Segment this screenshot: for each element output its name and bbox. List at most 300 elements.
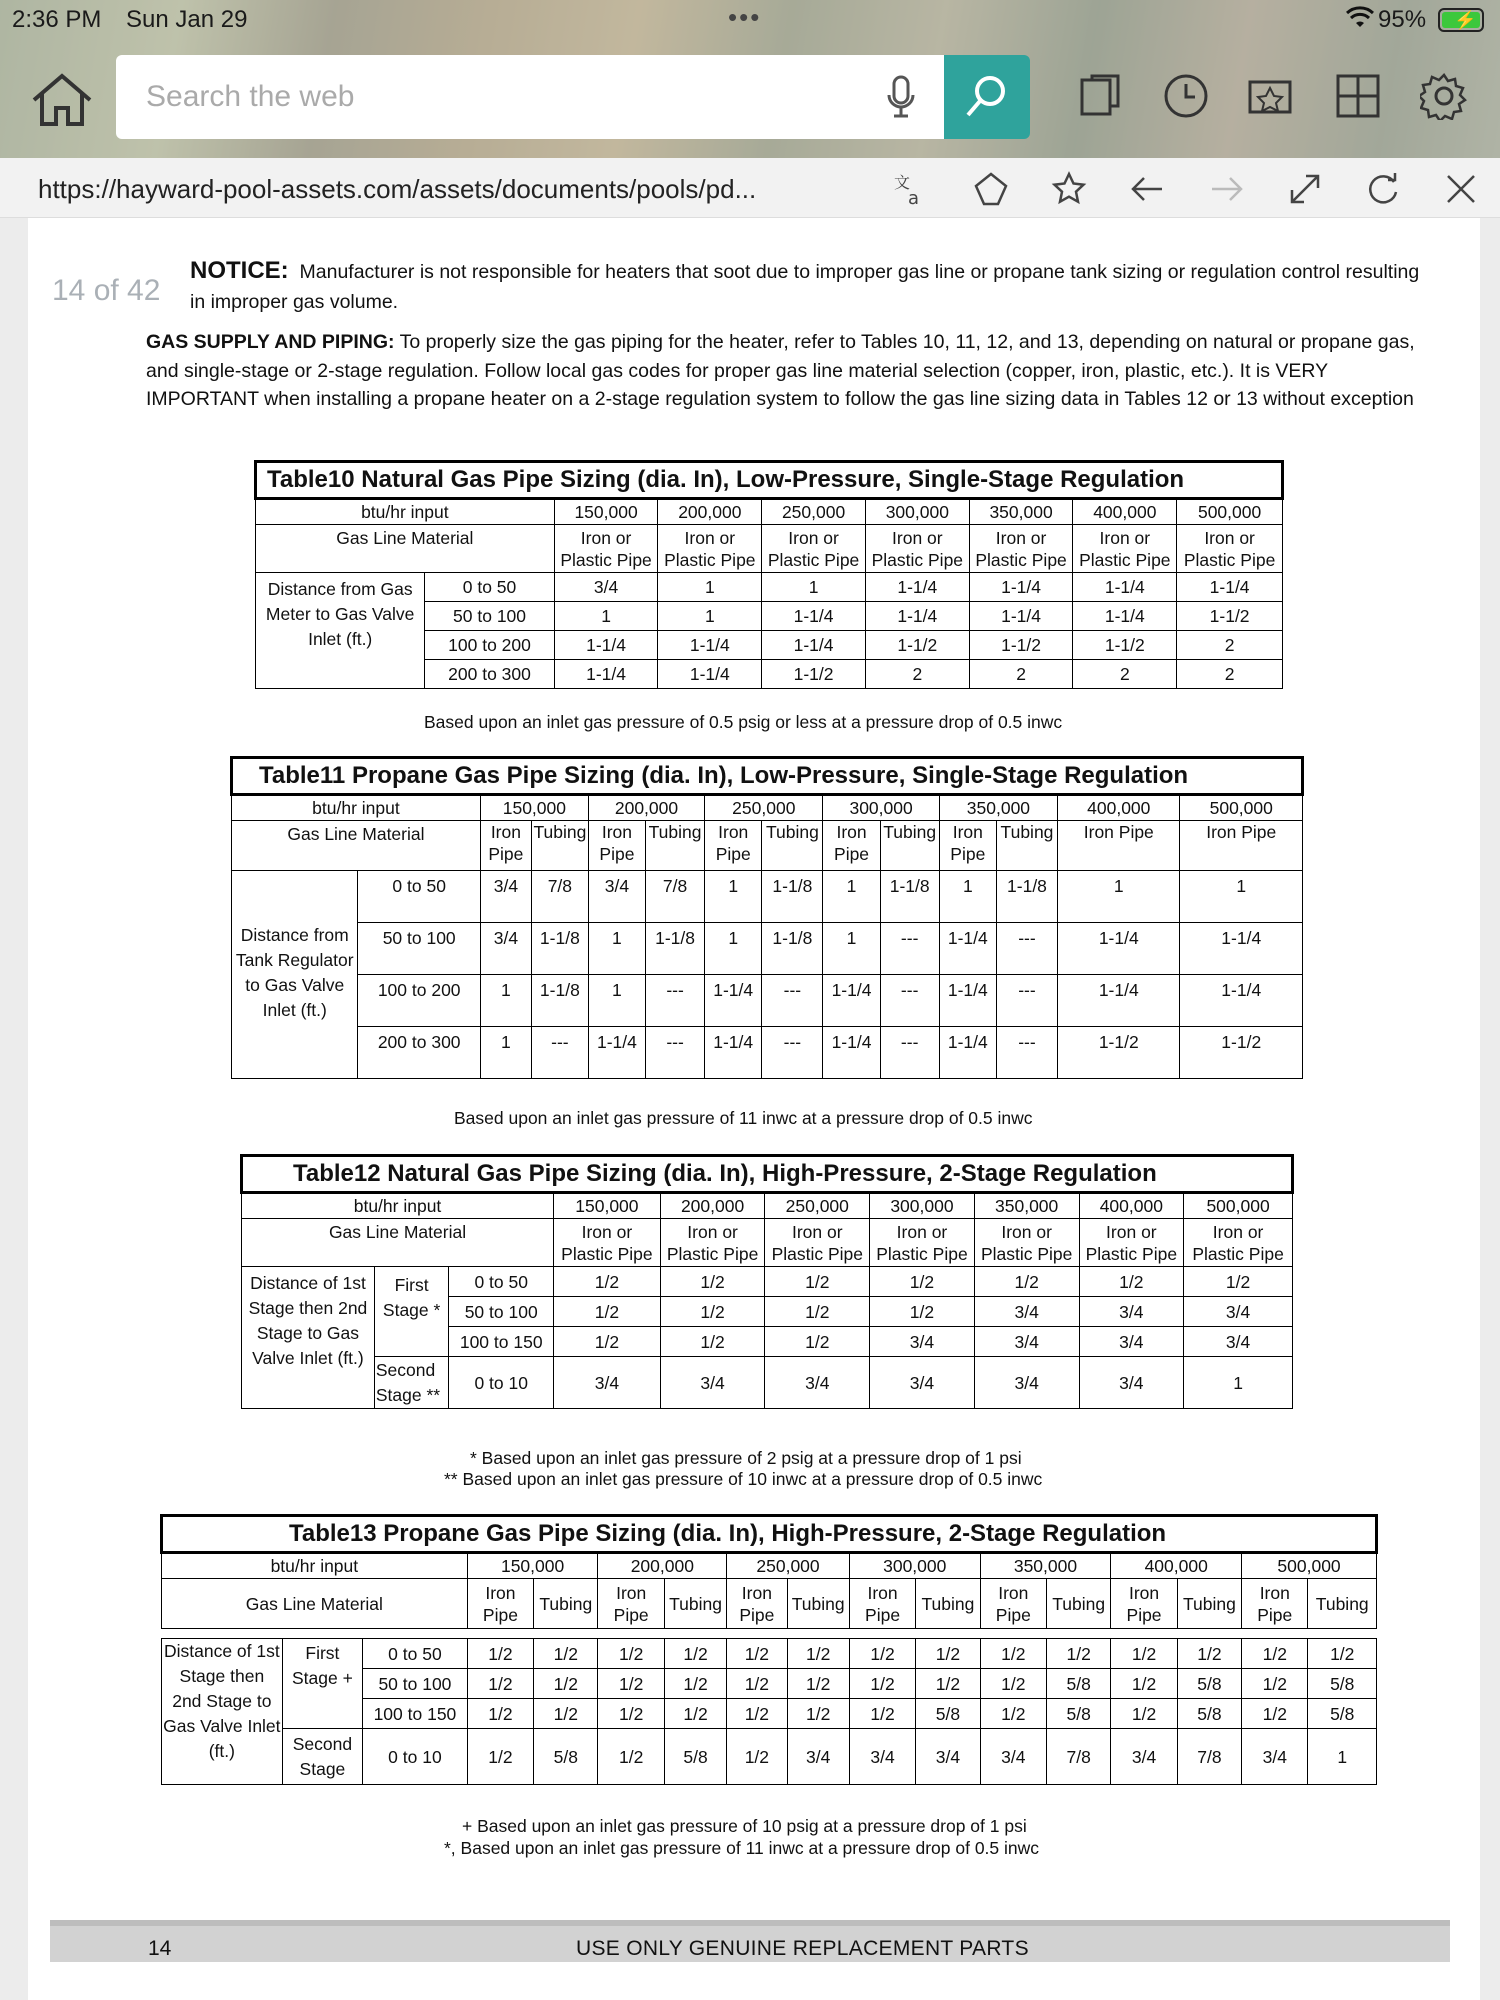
t10-row-0 [256, 573, 1283, 602]
size-cell: 1-1/4 [939, 1027, 996, 1079]
bookmark-star-icon[interactable] [1050, 170, 1088, 208]
size-cell: 1-1/2 [762, 660, 866, 689]
size-cell: 5/8 [1177, 1669, 1241, 1699]
btu-value: 350,000 [974, 1193, 1079, 1219]
t12-row-0 [242, 1267, 1293, 1297]
address-bar[interactable] [0, 158, 1500, 218]
t12-first-stage: First Stage * [374, 1267, 448, 1357]
distance-range: 50 to 100 [425, 602, 554, 631]
table-11-note: Based upon an inlet gas pressure of 11 inwc at a pressure drop of 0.5 inwc [454, 1108, 1033, 1128]
tabs-icon[interactable] [1078, 72, 1126, 120]
t13-spacer [162, 1629, 1377, 1639]
material-cell: Tubing [531, 821, 588, 871]
search-box[interactable] [116, 55, 944, 139]
size-cell: 1/2 [916, 1669, 980, 1699]
size-cell: 1/2 [727, 1699, 787, 1729]
size-cell: 1 [823, 923, 880, 975]
size-cell: 1/2 [870, 1297, 975, 1327]
t13-row-3 [162, 1729, 1377, 1785]
size-cell: 1-1/4 [762, 631, 866, 660]
size-cell: 1/2 [1242, 1639, 1308, 1669]
size-cell: 1-1/4 [554, 660, 658, 689]
size-cell: 1-1/8 [531, 923, 588, 975]
material-cell-line-1: Iron or [995, 527, 1047, 548]
grid-icon[interactable] [1334, 72, 1382, 120]
gas-line-label: Gas Line Material [256, 525, 555, 573]
table-13-note-2: *, Based upon an inlet gas pressure of 11 inwc at a pressure drop of 0.5 inwc [444, 1838, 1040, 1858]
back-icon[interactable] [1128, 170, 1166, 208]
microphone-icon[interactable] [886, 75, 916, 119]
distance-range: 0 to 50 [425, 573, 554, 602]
size-cell: 3/4 [554, 573, 658, 602]
distance-range: 100 to 150 [449, 1327, 554, 1357]
t13-material-row [162, 1579, 1377, 1629]
btu-value: 500,000 [1242, 1553, 1377, 1579]
size-cell: 1/2 [598, 1639, 664, 1669]
material-cell-line-2: Pipe [1126, 1604, 1162, 1625]
distance-range: 50 to 100 [449, 1297, 554, 1327]
material-cell-line-1: Iron or [892, 527, 943, 548]
gas-line-label: Gas Line Material [232, 821, 481, 871]
size-cell: 1/2 [598, 1729, 664, 1785]
material-cell-line-2: Pipe [834, 844, 870, 864]
material-cell-line-2: Pipe [715, 844, 751, 864]
footer-text: USE ONLY GENUINE REPLACEMENT PARTS [576, 1937, 1029, 1960]
material-cell-line-1: Iron or [1204, 527, 1255, 548]
size-cell: 3/4 [980, 1729, 1046, 1785]
material-cell-line-2: Pipe [488, 844, 524, 864]
btu-value: 500,000 [1180, 795, 1303, 821]
table-10-note: Based upon an inlet gas pressure of 0.5 psig or less at a pressure drop of 0.5 inwc [424, 712, 1063, 732]
status-time: 2:36 PM [12, 6, 102, 33]
size-cell: 3/4 [974, 1327, 1079, 1357]
size-cell: 1/2 [534, 1699, 598, 1729]
size-cell: 2 [969, 660, 1073, 689]
expand-icon[interactable] [1286, 170, 1324, 208]
material-cell-line-2: Plastic Pipe [1079, 549, 1171, 570]
material-cell [554, 525, 658, 573]
t11-row-2 [232, 975, 1303, 1027]
size-cell: 2 [1073, 660, 1177, 689]
size-cell: 1/2 [660, 1267, 765, 1297]
distance-range: 0 to 50 [449, 1267, 554, 1297]
t11-distance-top [232, 871, 358, 923]
material-cell [1073, 525, 1177, 573]
btu-value: 500,000 [1184, 1193, 1293, 1219]
size-cell: 1-1/8 [762, 923, 823, 975]
material-cell [658, 525, 762, 573]
table-13-title: Table13 Propane Gas Pipe Sizing (dia. In), High-Pressure, 2-Stage Regulation [162, 1516, 1377, 1553]
size-cell: 5/8 [1046, 1699, 1110, 1729]
size-cell: 1/2 [1111, 1699, 1177, 1729]
size-cell: 1-1/8 [645, 923, 704, 975]
t12-material-row [242, 1219, 1293, 1267]
size-cell: 3/4 [765, 1357, 870, 1409]
size-cell: 1-1/4 [1058, 923, 1180, 975]
gas-line-label: Gas Line Material [162, 1579, 468, 1629]
size-cell: 1-1/4 [554, 631, 658, 660]
size-cell: 1-1/4 [1180, 975, 1303, 1027]
material-cell [705, 821, 762, 871]
material-cell-line-1: Iron or [581, 1221, 633, 1242]
material-cell [823, 821, 880, 871]
material-cell-line-2: Plastic Pipe [560, 549, 652, 570]
size-cell: 5/8 [916, 1699, 980, 1729]
btu-value: 300,000 [865, 499, 969, 525]
size-cell: 1/2 [980, 1639, 1046, 1669]
notice-text: Manufacturer is not responsible for heaters that soot due to improper gas line or propane tank sizing or regulation control resulting in improper gas volume. [190, 261, 1420, 313]
material-cell [554, 1219, 661, 1267]
material-cell: Tubing [787, 1579, 849, 1629]
material-cell [762, 525, 866, 573]
material-cell [467, 1579, 533, 1629]
size-cell: 1-1/2 [1180, 1027, 1303, 1079]
size-cell: 1/2 [664, 1639, 726, 1669]
size-cell: 1-1/4 [762, 602, 866, 631]
distance-range: 100 to 200 [358, 975, 480, 1027]
material-cell [765, 1219, 870, 1267]
size-cell: 1-1/4 [1073, 573, 1177, 602]
supply-text: To properly size the gas piping for the heater, refer to Tables 10, 11, 12, and 13, depending on natural or propane gas, and single-stage or 2-stage regulation. Follow local gas codes for proper gas line material selection (copper, iron, plastic, etc.). It is VERY IMPORTANT when installing a propane heater on a 2-stage regulation system to follow the gas line sizing data in Tables 12 or 13 without exception [146, 331, 1415, 410]
pdf-page [28, 218, 1480, 2000]
size-cell: 1-1/8 [531, 975, 588, 1027]
size-cell: 1/2 [660, 1297, 765, 1327]
size-cell: 1-1/4 [705, 1027, 762, 1079]
btu-value: 300,000 [870, 1193, 975, 1219]
size-cell: 2 [865, 660, 969, 689]
size-cell: 1 [480, 1027, 531, 1079]
material-cell-line-1: Iron [718, 822, 749, 842]
search-icon [964, 73, 1010, 121]
size-cell: 3/4 [849, 1729, 915, 1785]
material-cell-line-2: Plastic Pipe [1085, 1243, 1178, 1264]
table-10-title: Table10 Natural Gas Pipe Sizing (dia. In), Low-Pressure, Single-Stage Regulation [256, 462, 1283, 499]
size-cell: --- [880, 1027, 939, 1079]
svg-text:文: 文 [894, 173, 911, 192]
size-cell: 1/2 [664, 1669, 726, 1699]
size-cell: --- [996, 923, 1057, 975]
size-cell: 1/2 [467, 1729, 533, 1785]
gas-supply-paragraph [146, 328, 1426, 414]
table-11-title: Table11 Propane Gas Pipe Sizing (dia. In), Low-Pressure, Single-Stage Regulation [232, 758, 1303, 795]
size-cell: 1-1/4 [969, 573, 1073, 602]
t11-row-3 [232, 1027, 1303, 1079]
size-cell: 1 [705, 923, 762, 975]
t11-row-1 [232, 923, 1303, 975]
size-cell: 1/2 [534, 1669, 598, 1699]
size-cell: 1/2 [598, 1699, 664, 1729]
notice-label: NOTICE: [190, 257, 289, 284]
material-cell-line-2: Plastic Pipe [767, 549, 860, 570]
size-cell: 1 [939, 871, 996, 923]
material-cell-line-2: Pipe [1257, 1604, 1293, 1625]
material-cell-line-1: Iron or [1106, 1221, 1157, 1242]
url-text[interactable]: https://hayward-pool-assets.com/assets/documents/pools/pd... [38, 174, 757, 204]
size-cell: 1-1/4 [939, 923, 996, 975]
material-cell-line-1: Iron or [687, 1221, 738, 1242]
t11-distance-label: Distance from Tank Regulator to Gas Valve Inlet (ft.) [232, 923, 358, 1079]
size-cell: 1/2 [467, 1699, 533, 1729]
size-cell: 1/2 [787, 1669, 849, 1699]
size-cell: 3/4 [480, 923, 531, 975]
size-cell: 3/4 [554, 1357, 661, 1409]
distance-range: 100 to 200 [425, 631, 554, 660]
material-cell: Tubing [996, 821, 1057, 871]
favorites-icon[interactable] [1246, 72, 1294, 120]
page-indicator: 14 of 42 [52, 274, 161, 307]
supply-label: GAS SUPPLY AND PIPING: [146, 331, 395, 353]
size-cell: 1/2 [467, 1669, 533, 1699]
material-cell: Tubing [880, 821, 939, 871]
material-cell-line-2: Pipe [482, 1604, 518, 1625]
size-cell: 1/2 [765, 1327, 870, 1357]
multitask-dots[interactable]: ••• [728, 2, 762, 32]
size-cell: 1-1/4 [1058, 975, 1180, 1027]
size-cell: --- [880, 975, 939, 1027]
search-input[interactable] [146, 77, 846, 117]
browser-toolbar [0, 0, 1500, 158]
size-cell: 1-1/8 [762, 871, 823, 923]
material-cell-line-2: Plastic Pipe [1183, 549, 1276, 570]
size-cell: 1/2 [1184, 1267, 1293, 1297]
material-cell-line-1: Iron [836, 822, 867, 842]
material-cell-line-1: Iron [1128, 1582, 1160, 1603]
material-cell-line-1: Iron or [896, 1221, 948, 1242]
size-cell: 1/2 [534, 1639, 598, 1669]
distance-range: 200 to 300 [425, 660, 554, 689]
size-cell: 1/2 [664, 1699, 726, 1729]
size-cell: 7/8 [1046, 1729, 1110, 1785]
t13-second-stage: Second Stage [282, 1729, 362, 1785]
material-cell: Iron Pipe [1058, 821, 1180, 871]
size-cell: 1 [1180, 871, 1303, 923]
material-cell [980, 1579, 1046, 1629]
size-cell: 1/2 [787, 1639, 849, 1669]
material-cell [660, 1219, 765, 1267]
size-cell: --- [645, 975, 704, 1027]
size-cell: 1-1/4 [865, 602, 969, 631]
close-icon[interactable] [1442, 170, 1480, 208]
status-bar [0, 0, 1500, 40]
size-cell: 1/2 [727, 1639, 787, 1669]
size-cell: 1-1/4 [865, 573, 969, 602]
size-cell: 3/4 [1079, 1327, 1184, 1357]
t12-second-stage: Second Stage ** [374, 1357, 448, 1409]
size-cell: 1 [554, 602, 658, 631]
material-cell-line-1: Iron [490, 822, 521, 842]
material-cell-line-1: Iron [741, 1582, 772, 1603]
size-cell: 1/2 [1111, 1669, 1177, 1699]
footer-page-number: 14 [148, 1937, 172, 1960]
size-cell: 1/2 [1046, 1639, 1110, 1669]
material-cell-line-2: Pipe [865, 1604, 901, 1625]
material-cell: Tubing [664, 1579, 726, 1629]
size-cell: 1 [658, 602, 762, 631]
material-cell [1177, 525, 1283, 573]
size-cell: 5/8 [1308, 1699, 1377, 1729]
size-cell: 1-1/2 [969, 631, 1073, 660]
material-cell-line-2: Plastic Pipe [871, 549, 964, 570]
size-cell: 1/2 [1177, 1639, 1241, 1669]
material-cell-line-2: Pipe [950, 844, 986, 864]
btu-label: btu/hr input [256, 499, 555, 525]
material-cell [870, 1219, 975, 1267]
size-cell: 3/4 [1111, 1729, 1177, 1785]
size-cell: --- [996, 975, 1057, 1027]
battery-icon: ⚡ [1438, 8, 1484, 32]
reload-icon[interactable] [1364, 170, 1402, 208]
extension-icon[interactable] [972, 170, 1010, 208]
size-cell: 1/2 [787, 1699, 849, 1729]
material-cell-line-1: Iron or [788, 527, 839, 548]
size-cell: 1 [588, 975, 645, 1027]
size-cell: --- [762, 975, 823, 1027]
material-cell-line-1: Iron [1259, 1582, 1290, 1603]
size-cell: 1/2 [849, 1669, 915, 1699]
material-cell-line-2: Plastic Pipe [1192, 1243, 1284, 1264]
table-11 [230, 756, 1304, 1079]
material-cell [849, 1579, 915, 1629]
material-cell-line-1: Iron [867, 1582, 898, 1603]
btu-value: 200,000 [598, 1553, 727, 1579]
t13-first-stage: First Stage + [282, 1639, 362, 1729]
size-cell: --- [645, 1027, 704, 1079]
material-cell-line-1: Iron [616, 1582, 647, 1603]
size-cell: --- [880, 923, 939, 975]
size-cell: 1/2 [554, 1297, 661, 1327]
size-cell: 3/4 [1079, 1297, 1184, 1327]
wifi-icon [1346, 5, 1374, 31]
table-13 [160, 1514, 1378, 1785]
material-cell-line-2: Plastic Pipe [561, 1243, 653, 1264]
battery-percent: 95% [1378, 6, 1427, 33]
size-cell: 3/4 [660, 1357, 765, 1409]
table-12-note-2: ** Based upon an inlet gas pressure of 10 inwc at a pressure drop of 0.5 inwc [444, 1469, 1043, 1489]
btu-value: 150,000 [554, 1193, 661, 1219]
distance-range: 50 to 100 [358, 923, 480, 975]
btu-value: 350,000 [969, 499, 1073, 525]
t11-row-0 [232, 871, 1303, 923]
translate-icon[interactable] [892, 170, 930, 208]
size-cell: 1-1/2 [865, 631, 969, 660]
size-cell: 1/2 [765, 1267, 870, 1297]
gear-icon[interactable] [1420, 72, 1468, 120]
size-cell: 1/2 [974, 1267, 1079, 1297]
btu-value: 150,000 [554, 499, 658, 525]
size-cell: 1 [1184, 1357, 1293, 1409]
size-cell: 1 [588, 923, 645, 975]
material-cell-line-1: Iron or [1212, 1221, 1264, 1242]
size-cell: 1 [705, 871, 762, 923]
size-cell: 1-1/4 [705, 975, 762, 1027]
forward-icon[interactable] [1208, 170, 1246, 208]
size-cell: 1-1/2 [1058, 1027, 1180, 1079]
size-cell: 3/4 [916, 1729, 980, 1785]
t13-row-0 [162, 1639, 1377, 1669]
btu-value: 200,000 [588, 795, 704, 821]
size-cell: 5/8 [1177, 1699, 1241, 1729]
material-cell-line-2: Pipe [995, 1604, 1031, 1625]
search-button[interactable] [944, 55, 1030, 139]
distance-range: 200 to 300 [358, 1027, 480, 1079]
history-icon[interactable] [1162, 72, 1210, 120]
size-cell: 1/2 [554, 1327, 661, 1357]
t11-material-row [232, 821, 1303, 871]
btu-value: 350,000 [939, 795, 1057, 821]
size-cell: 1 [1308, 1729, 1377, 1785]
size-cell: 1/2 [467, 1639, 533, 1669]
size-cell: 3/4 [1184, 1327, 1293, 1357]
home-icon[interactable] [30, 70, 94, 130]
size-cell: 3/4 [1184, 1297, 1293, 1327]
btu-value: 200,000 [658, 499, 762, 525]
t13-distance-label: Distance of 1st Stage then 2nd Stage to Gas Valve Inlet (ft.) [162, 1639, 283, 1785]
size-cell: 1/2 [1242, 1669, 1308, 1699]
size-cell: 3/4 [1079, 1357, 1184, 1409]
size-cell: 2 [1177, 631, 1283, 660]
status-date: Sun Jan 29 [126, 6, 248, 33]
material-cell [1184, 1219, 1293, 1267]
size-cell: 1-1/4 [1073, 602, 1177, 631]
material-cell [480, 821, 531, 871]
size-cell: 3/4 [787, 1729, 849, 1785]
material-cell [865, 525, 969, 573]
size-cell: 1/2 [1111, 1639, 1177, 1669]
size-cell: 1/2 [598, 1669, 664, 1699]
size-cell: 1-1/4 [658, 660, 762, 689]
material-cell [939, 821, 996, 871]
size-cell: 1-1/8 [996, 871, 1057, 923]
material-cell-line-1: Iron or [791, 1221, 843, 1242]
size-cell: 1/2 [1242, 1699, 1308, 1729]
size-cell: 1 [1058, 871, 1180, 923]
size-cell: 1-1/4 [823, 975, 880, 1027]
size-cell: 3/4 [870, 1357, 975, 1409]
distance-range: 50 to 100 [363, 1669, 468, 1699]
btu-label: btu/hr input [232, 795, 481, 821]
size-cell: 1/2 [870, 1267, 975, 1297]
material-cell-line-2: Pipe [613, 1604, 649, 1625]
material-cell: Tubing [534, 1579, 598, 1629]
btu-value: 250,000 [727, 1553, 850, 1579]
btu-label: btu/hr input [242, 1193, 554, 1219]
size-cell: 1/2 [980, 1669, 1046, 1699]
size-cell: 1/2 [727, 1729, 787, 1785]
size-cell: 1/2 [849, 1639, 915, 1669]
material-cell-line-2: Pipe [599, 844, 635, 864]
size-cell: 1 [480, 975, 531, 1027]
material-cell [1079, 1219, 1184, 1267]
size-cell: 5/8 [534, 1729, 598, 1785]
size-cell: 1-1/4 [1180, 923, 1303, 975]
btu-value: 400,000 [1111, 1553, 1242, 1579]
size-cell: 2 [1177, 660, 1283, 689]
btu-value: 400,000 [1058, 795, 1180, 821]
size-cell: 5/8 [664, 1729, 726, 1785]
size-cell: 7/8 [645, 871, 704, 923]
material-cell-line-1: Iron [998, 1582, 1029, 1603]
t10-distance-label: Distance from Gas Meter to Gas Valve Inlet (ft.) [256, 573, 425, 689]
material-cell [598, 1579, 664, 1629]
material-cell [588, 821, 645, 871]
size-cell: 1-1/4 [939, 975, 996, 1027]
distance-range: 0 to 10 [449, 1357, 554, 1409]
btu-value: 350,000 [980, 1553, 1111, 1579]
t12-distance-label: Distance of 1st Stage then 2nd Stage to Gas Valve Inlet (ft.) [242, 1267, 375, 1409]
size-cell: 1-1/2 [1073, 631, 1177, 660]
material-cell: Iron Pipe [1180, 821, 1303, 871]
size-cell: 7/8 [1177, 1729, 1241, 1785]
